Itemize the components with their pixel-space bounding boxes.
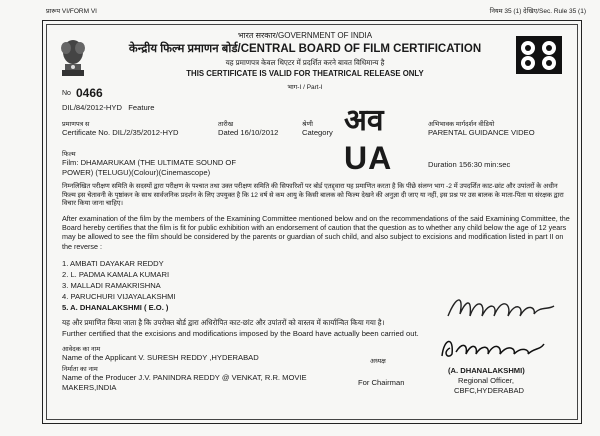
officer-name: (A. DHANALAKSHMI)	[448, 366, 525, 375]
examiner-5: 5. A. DHANALAKSHMI ( E.O. )	[62, 303, 169, 312]
hindi-paragraph: निम्नलिखित परीक्षण समिति के सदस्यों द्वारा परीक्षण के पश्चात तथा उक्त परीक्षण समिति की सिफारिशों पर बोर्ड एतद्द्वारा यह प्रमाणित करता है कि पीछे संलग्न भाग -2 में उपदर्शित काट-छांट और उपांतरों के अधीन फिल्म इस चेतावनी के पृष्ठांकन के साथ सार्वजनिक प्रदर्शन के लिए उपयुक्त है कि 12 वर्ष से कम आयु के किसी बालक को फिल्म देखने की अनुज्ञा दी जाए या नहीं, इस प्रश्न पर उस बालक के माता-पिता या संरक्षक द्वारा विचार किया जाना चाहिए।	[62, 183, 564, 208]
for-chairman-label: For Chairman	[358, 378, 405, 387]
producer-hindi: निर्माता का नाम	[62, 366, 98, 373]
film-label: Film:	[62, 158, 79, 167]
national-emblem-icon	[56, 36, 90, 80]
further-hindi: यह और प्रमाणित किया जाता है कि उपरोक्त बोर्ड द्वारा अधिरोपित काट-छांट और उपांतरों को वास्तव में कार्यान्वित किया गया है।	[62, 318, 385, 327]
film-type: Feature	[128, 103, 155, 112]
govt-line: भारत सरकार/GOVERNMENT OF INDIA	[237, 31, 373, 40]
cert-no-value: DIL/2/35/2012-HYD	[112, 128, 179, 137]
dil-ref-value: DIL/84/2012-HYD	[62, 103, 122, 112]
signature-bottom	[438, 330, 548, 371]
pg-hindi: अभिभावक मार्गदर्शन वीडियो	[428, 121, 495, 128]
board-title	[100, 41, 510, 56]
rating-ua: UA	[344, 140, 393, 176]
form-number-left: प्रारूप VI/FORM VI	[46, 8, 97, 15]
producer-value-2: MAKERS,INDIA	[62, 383, 117, 392]
examiner-2: 2. L. PADMA KAMALA KUMARI	[62, 270, 170, 279]
serial-number: 0466	[76, 86, 103, 100]
producer	[62, 373, 307, 382]
producer-value-1: J.V. PANINDRA REDDY @ VENKAT, R.R. MOVIE	[138, 373, 307, 382]
officer-office: CBFC,HYDERABAD	[454, 386, 525, 395]
producer-label: Name of the Producer	[62, 373, 137, 382]
applicant-label: Name of the Applicant	[62, 353, 137, 362]
film-title-1: DHAMARUKAM (THE ULTIMATE SOUND OF	[80, 158, 236, 167]
english-paragraph: After examination of the film by the members of the Examining Committee mentioned below and on the recommendations of the said Examining Committee, the Board hereby certifies that the film is fit for public exhibition with an endorsement of caution that the question as to whether any child below the age of 12 years may be allowed to see the film should be considered by the parents or guardian of such child, and also subject to excisions and modification listed in part II on the reverse :	[62, 214, 570, 251]
form-rule-right: नियम 35 (1) देखिए/Sec. Rule 35 (1)	[489, 8, 586, 15]
duration	[428, 160, 510, 169]
cert-no-hindi: प्रमाणपत्र स	[62, 121, 90, 128]
examiner-3: 3. MALLADI RAMAKRISHNA	[62, 281, 161, 290]
serial-label: No	[62, 90, 71, 97]
board-title-hindi: केन्द्रीय फिल्म प्रमाणन बोर्ड/	[128, 43, 241, 55]
film-title-line1	[62, 158, 236, 167]
film-hindi: फिल्म	[62, 151, 76, 158]
applicant-value: V. SURESH REDDY ,HYDERABAD	[138, 353, 259, 362]
category-label: Category	[302, 128, 333, 137]
date-label: Dated	[218, 128, 239, 137]
examiner-4: 4. PARUCHURI VIJAYALAKSHMI	[62, 292, 176, 301]
date-hindi: तारीख	[218, 121, 234, 128]
applicant	[62, 353, 259, 362]
rating-hindi: अव	[344, 104, 384, 137]
part-label: भाग-I / Part-I	[287, 84, 323, 91]
date-value: 16/10/2012	[240, 128, 279, 137]
duration-value: 156:30 min:sec	[458, 160, 511, 169]
parental-guidance-label: PARENTAL GUIDANCE VIDEO	[428, 128, 535, 137]
film-title-2: POWER) (TELUGU)(Colour)(Cinemascope)	[62, 168, 211, 177]
category-hindi: श्रेणी	[302, 121, 313, 128]
chair-hindi: अध्यक्ष	[370, 358, 386, 365]
valid-line-english: THIS CERTIFICATE IS VALID FOR THEATRICAL RELEASE ONLY	[186, 69, 424, 78]
certificate-number	[62, 128, 179, 137]
valid-line-hindi: यह प्रमाणपत्र केवल थिएटर में प्रदर्शित करने बावत विधिमान्य है	[225, 58, 385, 67]
duration-label: Duration	[428, 160, 457, 169]
officer-title: Regional Officer,	[458, 376, 514, 385]
applicant-hindi: आवेदक का नाम	[62, 346, 101, 353]
board-title-english: CENTRAL BOARD OF FILM CERTIFICATION	[240, 43, 482, 55]
further-english: Further certified that the excisions and modifications imposed by the Board have actually been carried out.	[62, 329, 419, 338]
cbfc-logo-icon	[516, 36, 562, 74]
examiner-1: 1. AMBATI DAYAKAR REDDY	[62, 259, 164, 268]
dil-reference	[62, 103, 154, 112]
cert-no-label: Certificate No.	[62, 128, 111, 137]
certificate-date	[218, 128, 278, 137]
